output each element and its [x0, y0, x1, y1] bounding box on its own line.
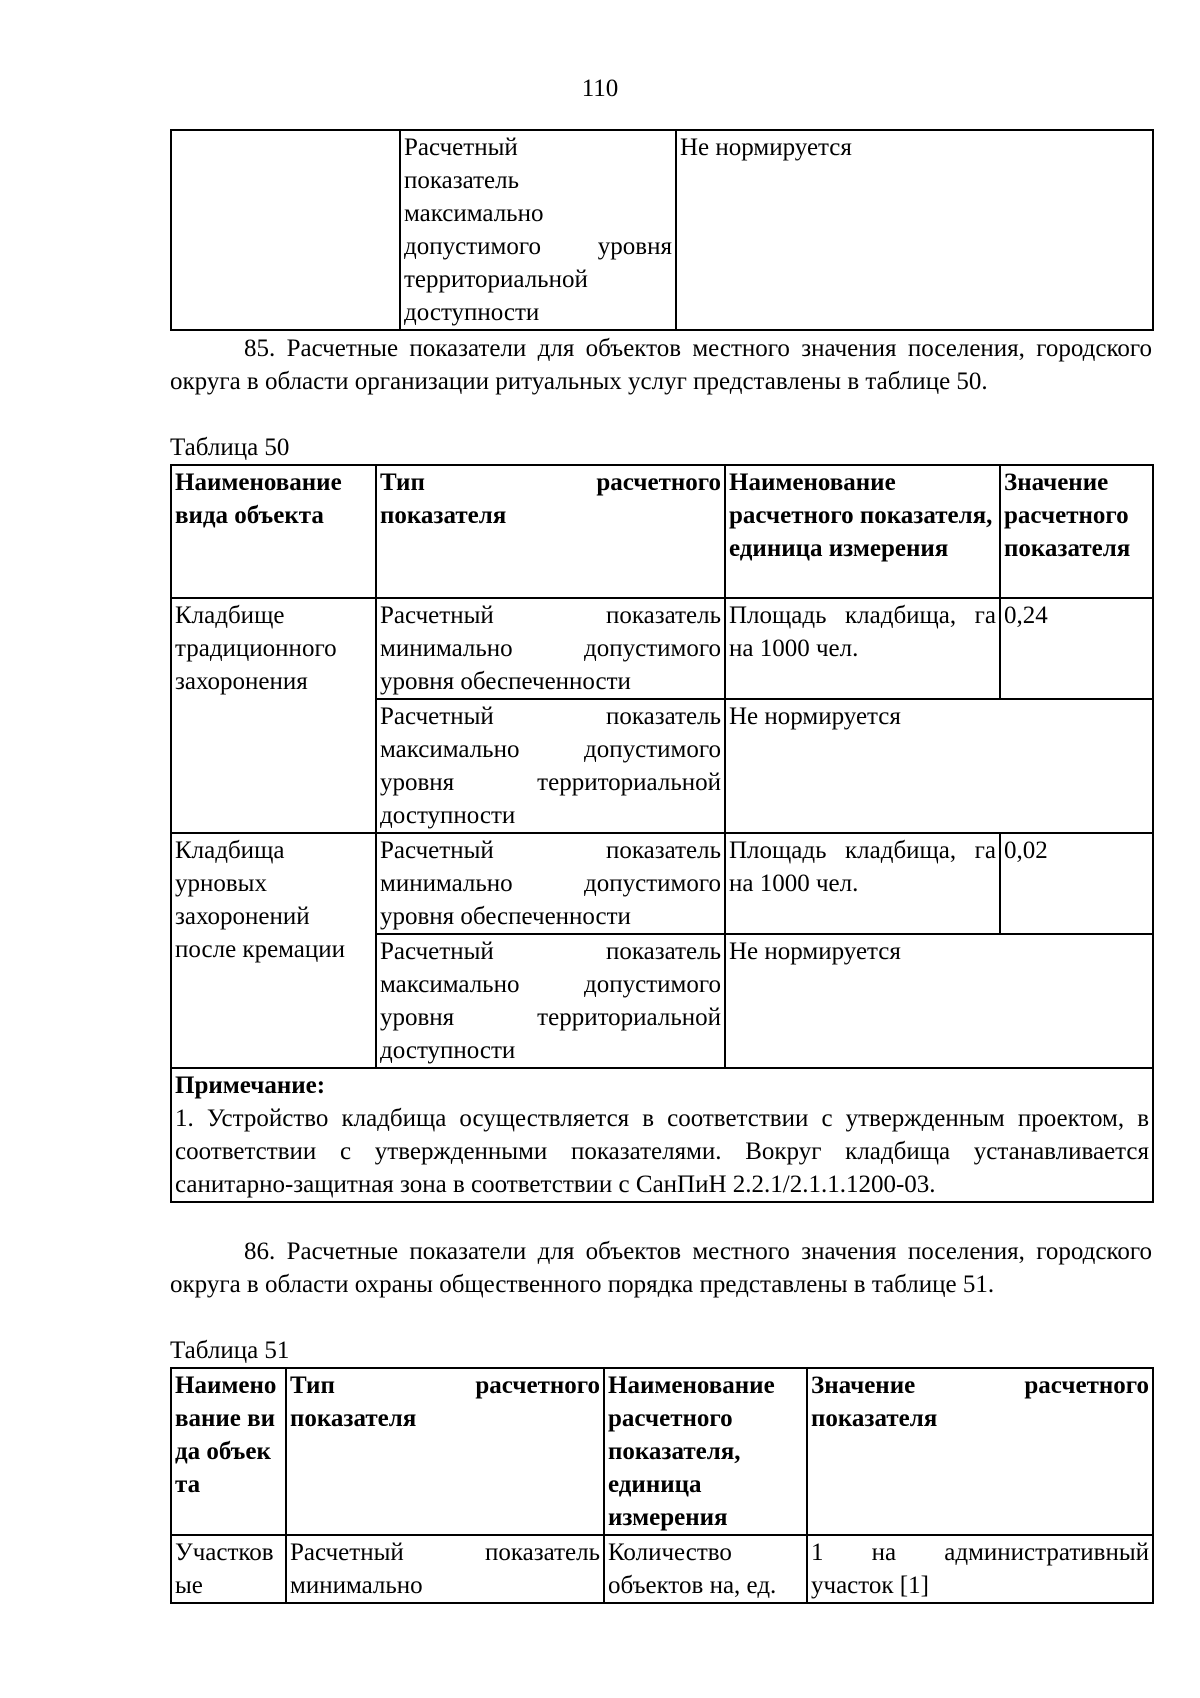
paragraph-85: 85. Расчетные показатели для объектов местного значения поселения, городского округа в области организации ритуальных услуг представлены в таблице 50.	[170, 335, 1152, 395]
note-title: Примечание:	[175, 1072, 326, 1099]
table-row	[171, 1535, 1153, 1603]
cell-value: 0,24	[1000, 598, 1153, 699]
table-note-row	[171, 1068, 1153, 1202]
table-row	[171, 598, 1153, 699]
cell-type: Расчетный показатель минимально	[286, 1535, 604, 1603]
table-51-caption: Таблица 51	[170, 1337, 290, 1364]
table-51	[170, 1367, 1154, 1604]
header-type: Тип расчетного показателя	[376, 465, 725, 598]
table-header-row	[171, 1368, 1153, 1535]
top-table	[170, 129, 1154, 331]
note-cell	[171, 1068, 1153, 1202]
header-name: Наименование расчетного показателя, единица измерения	[725, 465, 1000, 598]
cell-type: Расчетный показатель минимально допустимого уровня обеспеченности	[376, 833, 725, 934]
table-50-caption: Таблица 50	[170, 434, 290, 461]
table-50	[170, 464, 1154, 1203]
cell-value: 0,02	[1000, 833, 1153, 934]
top-table-type-cell: Расчетный показатель максимально допустимого уровня территориальной доступности	[400, 130, 676, 330]
header-value: Значение расчетного показателя	[807, 1368, 1153, 1535]
cell-value: 1 на административный участок [1]	[807, 1535, 1153, 1603]
header-value: Значение расчетного показателя	[1000, 465, 1153, 598]
cell-type: Расчетный показатель максимально допустимого уровня территориальной доступности	[376, 699, 725, 833]
cell-merged: Не нормируется	[725, 699, 1153, 833]
cell-object: Кладбище традиционного захоронения	[171, 598, 376, 833]
cell-object: Участковые	[171, 1535, 286, 1603]
table-header-row	[171, 465, 1153, 598]
cell-name: Площадь кладбища, га на 1000 чел.	[725, 598, 1000, 699]
cell-name: Количество объектов на, ед.	[604, 1535, 807, 1603]
top-table-cell-empty	[171, 130, 400, 330]
paragraph-86: 86. Расчетные показатели для объектов местного значения поселения, городского округа в области охраны общественного порядка представлены в таблице 51.	[170, 1238, 1152, 1298]
note-text: 1. Устройство кладбища осуществляется в соответствии с утвержденным проектом, в соответствии с утвержденными показателями. Вокруг кладбища устанавливается санитарно-защитная зона в соответствии с СанПиН 2.2.1/2.1.1.1200-03.	[175, 1105, 1149, 1198]
page-number: 110	[581, 75, 619, 102]
cell-type: Расчетный показатель максимально допустимого уровня территориальной доступности	[376, 934, 725, 1068]
cell-type: Расчетный показатель минимально допустимого уровня обеспеченности	[376, 598, 725, 699]
table-row	[171, 833, 1153, 934]
top-table-value-cell: Не нормируется	[676, 130, 1153, 330]
cell-merged: Не нормируется	[725, 934, 1153, 1068]
header-object: Наименование вида объекта	[171, 465, 376, 598]
header-type: Тип расчетного показателя	[286, 1368, 604, 1535]
header-object: Наименование вида объекта	[171, 1368, 286, 1535]
cell-object: Кладбища урновых захоронений после кремации	[171, 833, 376, 1068]
cell-name: Площадь кладбища, га на 1000 чел.	[725, 833, 1000, 934]
header-name: Наименование расчетного показателя, единица измерения	[604, 1368, 807, 1535]
